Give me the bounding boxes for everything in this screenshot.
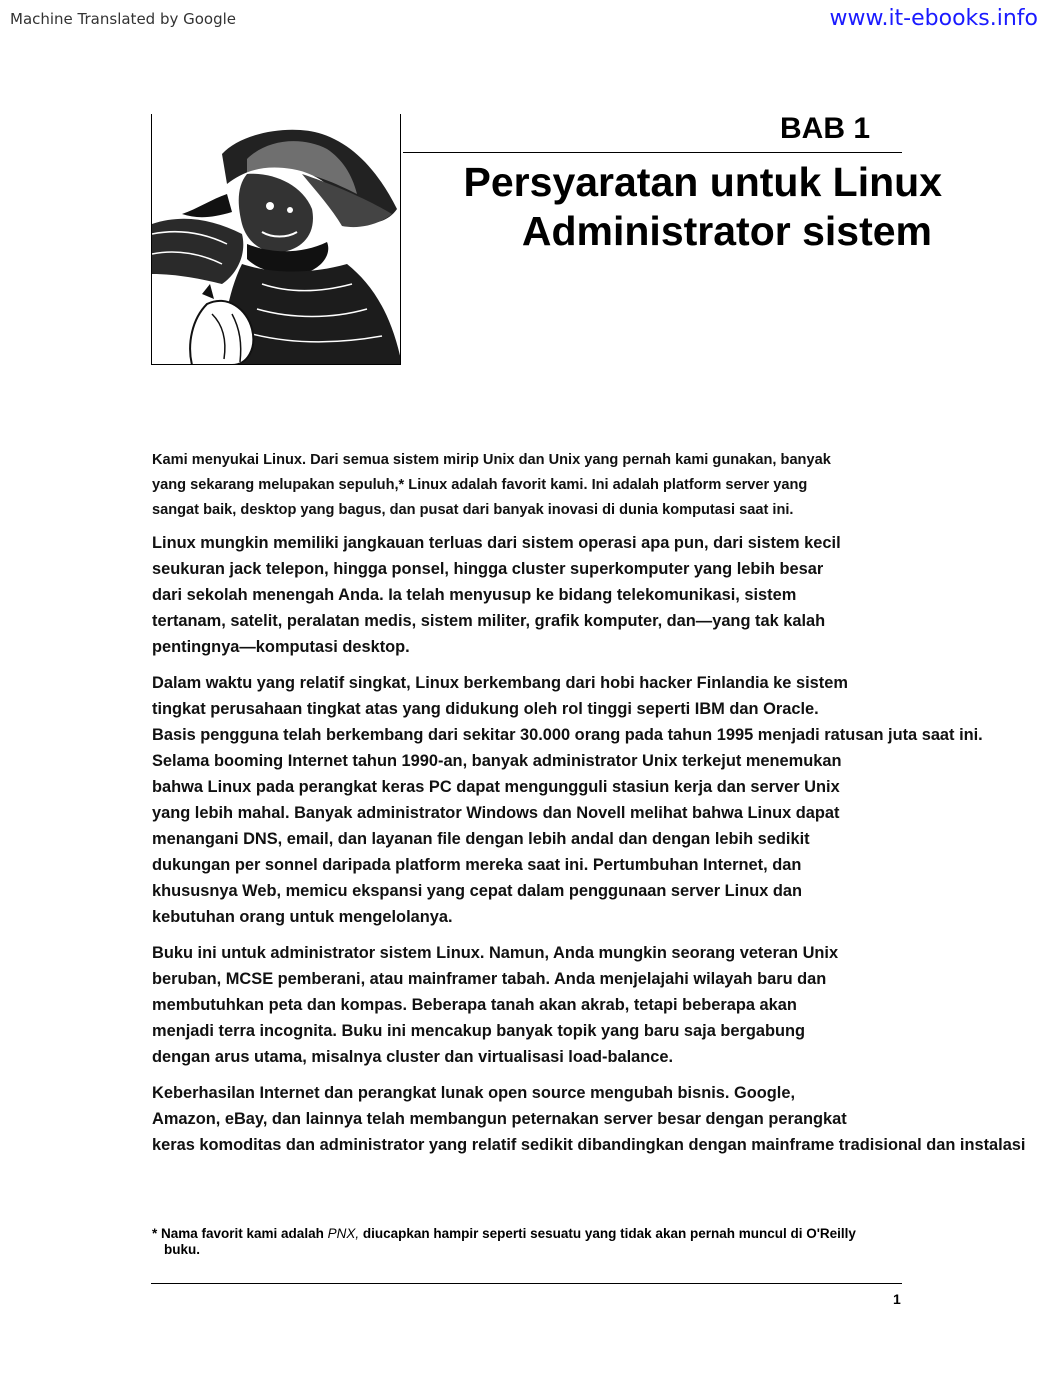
text-line: Kami menyukai Linux. Dari semua sistem mirip Unix dan Unix yang pernah kami gunakan, banyak [152, 452, 831, 468]
text-line: membutuhkan peta dan kompas. Beberapa tanah akan akrab, tetapi beberapa akan [152, 996, 797, 1014]
text-line: Keberhasilan Internet dan perangkat lunak open source mengubah bisnis. Google, [152, 1084, 796, 1102]
paragraph [152, 448, 1052, 523]
text-line: menangani DNS, email, dan layanan file dengan lebih andal dan dengan lebih sedikit [152, 830, 810, 848]
text-line: khususnya Web, memicu ekspansi yang cepat dalam penggunaan server Linux dan [152, 882, 803, 900]
text-line: tingkat perusahaan tingkat atas yang didukung oleh rol tinggi seperti IBM dan Oracle. [152, 700, 819, 718]
text-line: yang lebih mahal. Banyak administrator Windows dan Novell melihat bahwa Linux dapat [152, 804, 840, 822]
text-line: keras komoditas dan administrator yang relatif sedikit dibandingkan dengan mainframe tradisional dan instalasi [152, 1136, 1026, 1154]
footer-rule [151, 1283, 902, 1284]
text-line: yang sekarang melupakan sepuluh,* Linux adalah favorit kami. Ini adalah platform server yang [152, 477, 808, 493]
paragraph [152, 530, 1052, 660]
text-line: dari sekolah menengah Anda. Ia telah menyusup ke bidang telekomunikasi, sistem [152, 586, 797, 604]
paragraph [152, 940, 1052, 1070]
chapter-label: BAB 1 [779, 112, 870, 145]
woodcut-illustration-icon [151, 114, 401, 365]
body-text [152, 448, 1052, 1168]
text-line: Amazon, eBay, dan lainnya telah membangun peternakan server besar dengan perangkat [152, 1110, 847, 1128]
text-line: bahwa Linux pada perangkat keras PC dapat mengungguli stasiun kerja dan server Unix [152, 778, 840, 796]
text-line: Dalam waktu yang relatif singkat, Linux berkembang dari hobi hacker Finlandia ke sistem [152, 674, 848, 692]
footnote-prefix: * Nama favorit kami adalah [152, 1226, 328, 1241]
text-line: sangat baik, desktop yang bagus, dan pusat dari banyak inovasi di dunia komputasi saat ini. [152, 502, 794, 518]
chapter-title-line-1: Persyaratan untuk Linux [463, 159, 942, 205]
text-line: beruban, MCSE pemberani, atau mainframer tabah. Anda menjelajahi wilayah baru dan [152, 970, 827, 988]
text-line: Selama booming Internet tahun 1990-an, banyak administrator Unix terkejut menemukan [152, 752, 842, 770]
website-link[interactable]: www.it-ebooks.info [829, 6, 1038, 31]
text-line: Basis pengguna telah berkembang dari sekitar 30.000 orang pada tahun 1995 menjadi ratusan juta saat ini. [152, 726, 983, 744]
text-line: Linux mungkin memiliki jangkauan terluas dari sistem operasi apa pun, dari sistem kecil [152, 534, 841, 552]
text-line: dengan arus utama, misalnya cluster dan virtualisasi load-balance. [152, 1048, 674, 1066]
text-line: dukungan per sonnel daripada platform mereka saat ini. Pertumbuhan Internet, dan [152, 856, 802, 874]
text-line: tertanam, satelit, peralatan medis, sistem militer, grafik komputer, dan—yang tak kalah [152, 612, 826, 630]
text-line: menjadi terra incognita. Buku ini mencakup banyak topik yang baru saja bergabung [152, 1022, 806, 1040]
footnote-emphasis: PNX, [327, 1226, 360, 1241]
chapter-title-line-2: Administrator sistem [521, 208, 932, 254]
chapter-title [422, 158, 942, 256]
text-line: pentingnya—komputasi desktop. [152, 638, 410, 656]
text-line: kebutuhan orang untuk mengelolanya. [152, 908, 453, 926]
chapter-heading-rule [403, 152, 902, 153]
footnote-continuation: buku. [164, 1242, 200, 1257]
machine-translation-note: Machine Translated by Google [10, 10, 237, 28]
footnote [152, 1226, 972, 1258]
paragraph [152, 1080, 1052, 1158]
text-line: seukuran jack telepon, hingga ponsel, hingga cluster superkomputer yang lebih besar [152, 560, 824, 578]
footnote-suffix: diucapkan hampir seperti sesuatu yang tidak akan pernah muncul di O'Reilly [359, 1226, 856, 1241]
page-number: 1 [893, 1291, 901, 1307]
paragraph [152, 670, 1052, 930]
text-line: Buku ini untuk administrator sistem Linux. Namun, Anda mungkin seorang veteran Unix [152, 944, 839, 962]
